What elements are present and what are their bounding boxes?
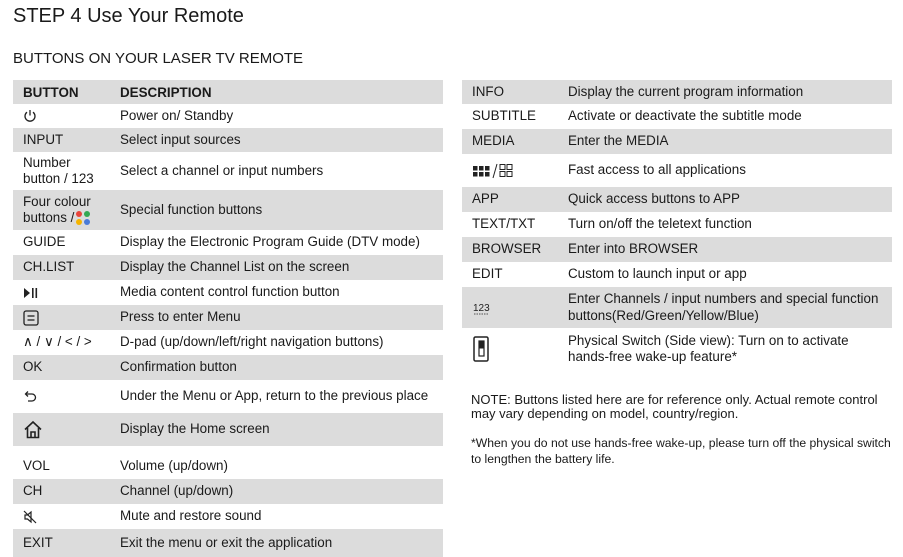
table-row	[13, 355, 443, 380]
header-button: BUTTON	[13, 80, 110, 104]
table-row	[13, 413, 443, 446]
row-description: Display the current program information	[558, 80, 892, 104]
page-title: STEP 4 Use Your Remote	[13, 5, 244, 27]
power-icon	[23, 109, 37, 123]
table-row	[13, 280, 443, 305]
row-button: CH	[13, 479, 110, 504]
row-description: Special function buttons	[110, 190, 443, 230]
table-row	[462, 154, 892, 187]
table-row	[462, 237, 892, 262]
table-row	[462, 104, 892, 129]
left-button-table	[13, 80, 443, 557]
row-button: VOL	[23, 458, 50, 474]
row-description: Enter into BROWSER	[558, 237, 892, 262]
right-button-table	[462, 80, 892, 370]
row-description: Turn on/off the teletext function	[568, 216, 752, 232]
row-description: Enter the MEDIA	[558, 129, 892, 154]
table-row	[13, 255, 443, 280]
row-description: Media content control function button	[120, 284, 340, 300]
row-description: Confirmation button	[110, 355, 443, 380]
row-description: Enter Channels / input numbers and special function buttons(Red/Green/Yellow/Blue)	[558, 287, 892, 328]
table-row	[13, 504, 443, 529]
row-description: Display the Electronic Program Guide (DTV mode)	[120, 234, 420, 250]
row-description: Select input sources	[110, 128, 443, 152]
row-description: Quick access buttons to APP	[558, 187, 892, 212]
123-icon	[472, 300, 492, 316]
row-description: Select a channel or input numbers	[120, 162, 324, 178]
row-description: Mute and restore sound	[120, 508, 262, 524]
row-button: EDIT	[472, 266, 503, 282]
back-icon	[23, 390, 37, 404]
table-row	[462, 187, 892, 212]
table-row	[13, 128, 443, 152]
row-button-label: Four colour buttons /	[23, 193, 91, 225]
table-row	[13, 305, 443, 330]
row-description: Under the Menu or App, return to the previous place	[120, 388, 429, 404]
row-button: OK	[13, 355, 110, 380]
home-icon	[23, 420, 43, 440]
table-row	[13, 190, 443, 230]
color-dots-icon	[76, 211, 90, 225]
table-row	[462, 212, 892, 237]
row-description: Display the Home screen	[110, 413, 443, 446]
switch-icon	[472, 336, 490, 362]
row-description: Exit the menu or exit the application	[110, 529, 443, 557]
row-description: Activate or deactivate the subtitle mode	[568, 108, 802, 124]
row-button	[13, 190, 110, 230]
row-button: BROWSER	[462, 237, 558, 262]
table-row	[13, 446, 443, 479]
table-row	[13, 104, 443, 128]
row-button: TEXT/TXT	[472, 216, 536, 232]
row-description: Channel (up/down)	[110, 479, 443, 504]
section-title: BUTTONS ON YOUR LASER TV REMOTE	[13, 50, 304, 67]
row-description: Custom to launch input or app	[568, 266, 747, 282]
table-row	[13, 330, 443, 355]
row-button: ∧ / ∨ / < / >	[23, 334, 92, 350]
table-row	[462, 129, 892, 154]
header-description: DESCRIPTION	[110, 80, 443, 104]
menu-icon	[23, 310, 39, 326]
row-button: EXIT	[13, 529, 110, 557]
table-row	[13, 152, 443, 190]
row-description: Physical Switch (Side view): Turn on to activate hands-free wake-up feature*	[568, 332, 849, 364]
table-row	[462, 262, 892, 287]
table-row	[13, 479, 443, 504]
row-button: INFO	[462, 80, 558, 104]
footnote-text: *When you do not use hands-free wake-up, please turn off the physical switch to lengthen the battery life.	[471, 436, 891, 467]
table-row	[13, 230, 443, 255]
row-button: SUBTITLE	[472, 108, 536, 124]
row-button: MEDIA	[462, 129, 558, 154]
note-text: NOTE: Buttons listed here are for reference only. Actual remote control may vary depending on model, country/region.	[471, 392, 878, 422]
table-row	[13, 529, 443, 557]
svg-text:123: 123	[473, 302, 490, 314]
row-description: D-pad (up/down/left/right navigation buttons)	[120, 334, 384, 350]
row-button: INPUT	[13, 128, 110, 152]
row-description: Press to enter Menu	[110, 305, 443, 330]
play-pause-icon	[23, 287, 39, 299]
apps-icon	[472, 163, 520, 179]
row-description: Fast access to all applications	[568, 162, 746, 178]
mute-icon	[23, 510, 37, 524]
row-button: GUIDE	[23, 234, 66, 250]
table-row	[462, 287, 892, 328]
row-button: Number button / 123	[23, 154, 94, 186]
table-row	[462, 328, 892, 370]
row-button: APP	[462, 187, 558, 212]
table-row	[13, 380, 443, 413]
row-description: Power on/ Standby	[120, 107, 234, 123]
row-button: CH.LIST	[13, 255, 110, 280]
row-description: Volume (up/down)	[120, 458, 228, 474]
row-description: Display the Channel List on the screen	[110, 255, 443, 280]
table-row	[462, 80, 892, 104]
